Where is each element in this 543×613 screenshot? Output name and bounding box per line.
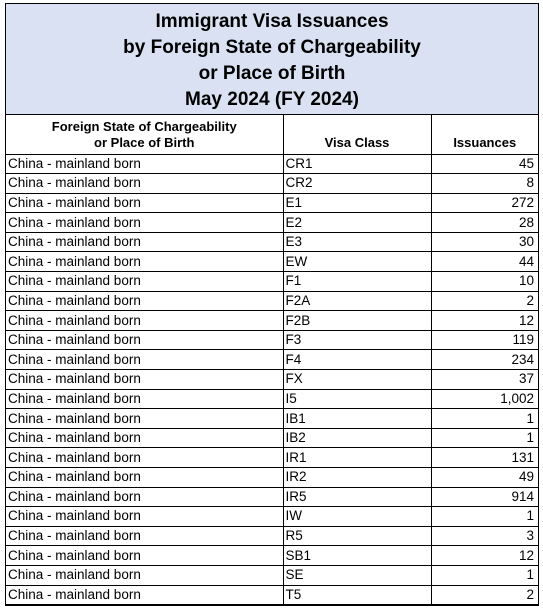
table-row: [6, 389, 538, 409]
visa-class-cell: E3: [283, 232, 431, 252]
state-cell: China - mainland born: [6, 428, 283, 448]
state-cell: China - mainland born: [6, 389, 283, 409]
issuances-cell: 1: [431, 565, 538, 585]
column-header-state: [6, 115, 283, 154]
issuances-cell: 119: [431, 330, 538, 350]
state-cell: China - mainland born: [6, 487, 283, 507]
issuances-cell: 12: [431, 546, 538, 566]
column-header-state-line-2: or Place of Birth: [94, 134, 195, 150]
table-row: [6, 330, 538, 350]
table-row: [6, 468, 538, 488]
state-cell: China - mainland born: [6, 350, 283, 370]
table-row: [6, 174, 538, 194]
issuances-cell: 30: [431, 232, 538, 252]
visa-class-cell: CR1: [283, 154, 431, 174]
table-row: [6, 311, 538, 331]
visa-class-cell: IW: [283, 507, 431, 527]
visa-issuance-sheet: [5, 3, 539, 606]
state-cell: China - mainland born: [6, 585, 283, 605]
table-row: [6, 526, 538, 546]
visa-class-cell: R5: [283, 526, 431, 546]
issuances-cell: 914: [431, 487, 538, 507]
state-cell: China - mainland born: [6, 448, 283, 468]
state-cell: China - mainland born: [6, 409, 283, 429]
state-cell: China - mainland born: [6, 291, 283, 311]
issuances-cell: 2: [431, 291, 538, 311]
state-cell: China - mainland born: [6, 565, 283, 585]
issuances-cell: 8: [431, 174, 538, 194]
visa-class-cell: F1: [283, 272, 431, 292]
visa-class-cell: E1: [283, 193, 431, 213]
title-line-4: May 2024 (FY 2024): [185, 89, 359, 110]
table-row: [6, 252, 538, 272]
report-title: [6, 4, 538, 115]
title-line-1: Immigrant Visa Issuances: [155, 11, 389, 32]
issuances-cell: 234: [431, 350, 538, 370]
table-row: [6, 193, 538, 213]
table-row: [6, 409, 538, 429]
table-row: [6, 232, 538, 252]
issuance-table: [6, 115, 538, 605]
state-cell: China - mainland born: [6, 193, 283, 213]
visa-class-cell: IR5: [283, 487, 431, 507]
issuances-cell: 10: [431, 272, 538, 292]
state-cell: China - mainland born: [6, 370, 283, 390]
visa-class-cell: FX: [283, 370, 431, 390]
state-cell: China - mainland born: [6, 526, 283, 546]
state-cell: China - mainland born: [6, 546, 283, 566]
table-row: [6, 565, 538, 585]
visa-class-cell: IB2: [283, 428, 431, 448]
visa-class-cell: CR2: [283, 174, 431, 194]
table-row: [6, 546, 538, 566]
title-line-3: or Place of Birth: [198, 63, 346, 84]
column-header-visa-class: Visa Class: [283, 115, 431, 154]
issuances-cell: 1: [431, 507, 538, 527]
visa-class-cell: F2A: [283, 291, 431, 311]
state-cell: China - mainland born: [6, 232, 283, 252]
issuances-cell: 272: [431, 193, 538, 213]
table-header-row: [6, 115, 538, 154]
table-row: [6, 291, 538, 311]
visa-class-cell: IR2: [283, 468, 431, 488]
state-cell: China - mainland born: [6, 154, 283, 174]
table-row: [6, 428, 538, 448]
visa-class-cell: F4: [283, 350, 431, 370]
issuances-cell: 45: [431, 154, 538, 174]
table-row: [6, 507, 538, 527]
state-cell: China - mainland born: [6, 252, 283, 272]
visa-class-cell: SB1: [283, 546, 431, 566]
issuances-cell: 1,002: [431, 389, 538, 409]
visa-class-cell: EW: [283, 252, 431, 272]
issuances-cell: 1: [431, 428, 538, 448]
visa-class-cell: IB1: [283, 409, 431, 429]
issuances-cell: 28: [431, 213, 538, 233]
issuances-cell: 131: [431, 448, 538, 468]
table-row: [6, 350, 538, 370]
title-line-2: by Foreign State of Chargeability: [123, 37, 421, 58]
table-body: [6, 154, 538, 605]
state-cell: China - mainland born: [6, 174, 283, 194]
issuances-cell: 12: [431, 311, 538, 331]
visa-class-cell: F3: [283, 330, 431, 350]
state-cell: China - mainland born: [6, 311, 283, 331]
visa-class-cell: IR1: [283, 448, 431, 468]
column-header-state-line-1: Foreign State of Chargeability: [51, 118, 237, 134]
visa-class-cell: SE: [283, 565, 431, 585]
issuances-cell: 37: [431, 370, 538, 390]
issuances-cell: 3: [431, 526, 538, 546]
state-cell: China - mainland born: [6, 468, 283, 488]
issuances-cell: 2: [431, 585, 538, 605]
table-row: [6, 585, 538, 605]
state-cell: China - mainland born: [6, 213, 283, 233]
table-row: [6, 154, 538, 174]
visa-class-cell: I5: [283, 389, 431, 409]
state-cell: China - mainland born: [6, 330, 283, 350]
table-row: [6, 370, 538, 390]
table-row: [6, 487, 538, 507]
table-row: [6, 272, 538, 292]
issuances-cell: 44: [431, 252, 538, 272]
state-cell: China - mainland born: [6, 507, 283, 527]
issuances-cell: 1: [431, 409, 538, 429]
table-row: [6, 448, 538, 468]
table-row: [6, 213, 538, 233]
state-cell: China - mainland born: [6, 272, 283, 292]
visa-class-cell: T5: [283, 585, 431, 605]
visa-class-cell: F2B: [283, 311, 431, 331]
issuances-cell: 49: [431, 468, 538, 488]
visa-class-cell: E2: [283, 213, 431, 233]
column-header-issuances: Issuances: [431, 115, 538, 154]
